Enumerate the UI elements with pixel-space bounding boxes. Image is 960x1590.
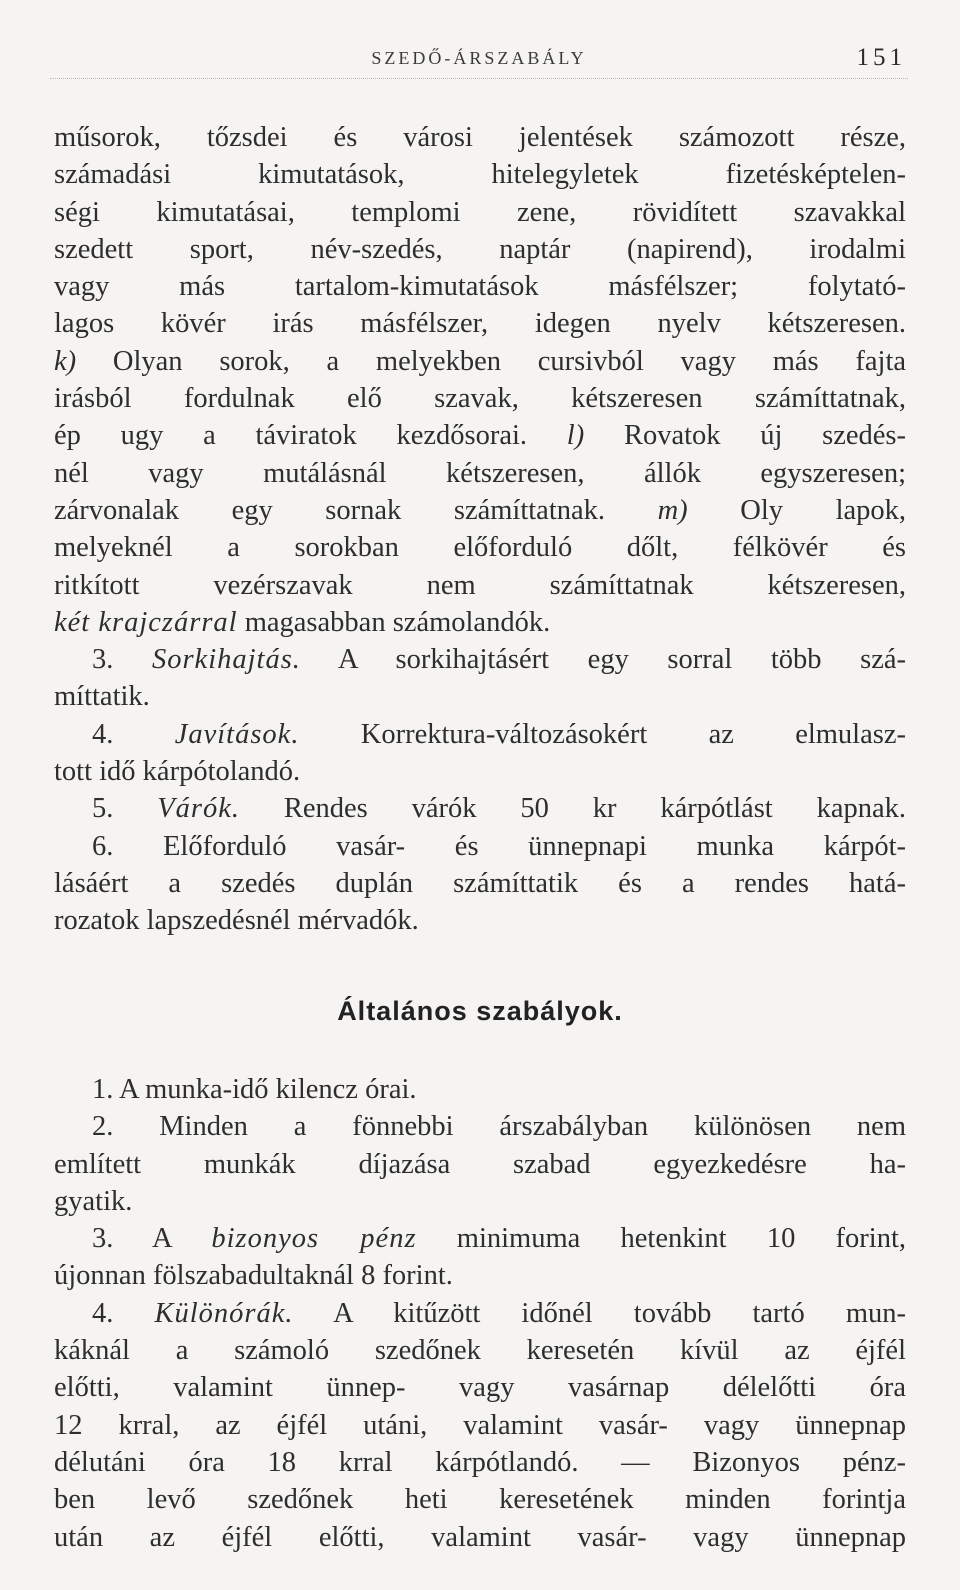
text-line: melyeknél a sorokban előforduló dőlt, félkövér és xyxy=(54,532,906,564)
item-3-title: Sorkihajtás. xyxy=(151,644,301,676)
text-line: újonnan fölszabadultaknál 8 forint. xyxy=(54,1260,453,1292)
item-4-title: Javítások. xyxy=(174,718,300,750)
text-line: lásáért a szedés duplán számíttatik és a rendes hatá- xyxy=(54,867,906,899)
rules-text xyxy=(54,1071,906,1556)
item-5-line: 5. Várók. Rendes várók 50 kr kárpótlást kapnak. xyxy=(92,793,907,825)
text-line: vagy más tartalom-kimutatások másfélszer; folytató- xyxy=(54,271,906,303)
item-m-line: zárvonalak egy sornak számíttatnak. m) Oly lapok, xyxy=(54,494,907,526)
emphasis-text: két krajczárral xyxy=(54,606,238,638)
item-l-label: l) xyxy=(566,420,585,452)
text-line: ségi kimutatásai, templomi zene, rövidített szavakkal xyxy=(54,196,906,228)
text-line: káknál a számoló szedőnek keresetén kívül az éjfél xyxy=(54,1335,906,1367)
item-k-line: k) Olyan sorok, a melyekben cursivból vagy más fajta xyxy=(54,345,907,377)
running-title: SZEDŐ-ÁRSZABÁLY xyxy=(371,48,587,68)
item-3-line: 3. Sorkihajtás. A sorkihajtásért egy sorral több szá- xyxy=(92,644,907,676)
text-line: számadási kimutatások, hitelegyletek fizetésképtelen- xyxy=(54,159,906,191)
text-line: míttatik. xyxy=(54,681,150,713)
text-line: rozatok lapszedésnél mérvadók. xyxy=(54,905,419,937)
item-4-line: 4. Javítások. Korrektura-változásokért az elmulasz- xyxy=(92,718,906,750)
rule-2-line: 2. Minden a fönnebbi árszabályban különösen nem xyxy=(92,1111,907,1143)
rule-3-line: 3. A bizonyos pénz minimuma hetenkint 10 forint, xyxy=(92,1223,907,1255)
rule-4-line: 4. Különórák. A kitűzött időnél tovább tartó mun- xyxy=(92,1297,906,1329)
page-number: 151 xyxy=(856,44,906,71)
text-line: után az éjfél előtti, valamint vasár- vagy ünnepnap xyxy=(54,1521,906,1553)
text-line: irásból fordulnak elő szavak, kétszeresen számíttatnak, xyxy=(54,383,906,415)
text-line: említett munkák díjazása szabad egyezkedésre ha- xyxy=(54,1148,906,1180)
text-line: két krajczárral magasabban számolandók. xyxy=(54,606,551,638)
emphasis-text: bizonyos pénz xyxy=(211,1223,417,1255)
text-line: délutáni óra 18 krral kárpótlandó. — Bizonyos pénz- xyxy=(54,1446,906,1478)
text-line: műsorok, tőzsdei és városi jelentések számozott része, xyxy=(54,122,906,153)
item-m-label: m) xyxy=(657,494,688,526)
body-text xyxy=(54,119,906,940)
text-line: előtti, valamint ünnep- vagy vasárnap délelőtti óra xyxy=(54,1372,906,1404)
section-heading: Általános szabályok. xyxy=(337,996,623,1026)
text-line: szedett sport, név-szedés, naptár (napirend), irodalmi xyxy=(54,233,906,265)
item-k-label: k) xyxy=(54,345,77,377)
item-5-title: Várók. xyxy=(157,793,241,825)
text-line: 12 krral, az éjfél utáni, valamint vasár- vagy ünnepnap xyxy=(54,1409,906,1441)
rule-1-line: 1. A munka-idő kilencz órai. xyxy=(92,1074,417,1105)
text-line: gyatik. xyxy=(54,1185,133,1217)
text-line: ritkított vezérszavak nem számíttatnak kétszeresen, xyxy=(54,569,906,601)
text-line: nél vagy mutálásnál kétszeresen, állók egyszeresen; xyxy=(54,457,906,489)
text-line: tott idő kárpótolandó. xyxy=(54,756,301,788)
text-line: ben levő szedőnek heti keresetének minden forintja xyxy=(54,1484,906,1516)
rule-4-title: Különórák. xyxy=(154,1297,294,1329)
item-6-line: 6. Előforduló vasár- és ünnepnapi munka kárpót- xyxy=(92,830,907,862)
text-line: lagos kövér irás másfélszer, idegen nyelv kétszeresen. xyxy=(54,308,906,340)
item-l-line: ép ugy a táviratok kezdősorai. l) Rovatok új szedés- xyxy=(54,420,907,452)
running-head xyxy=(50,44,908,79)
